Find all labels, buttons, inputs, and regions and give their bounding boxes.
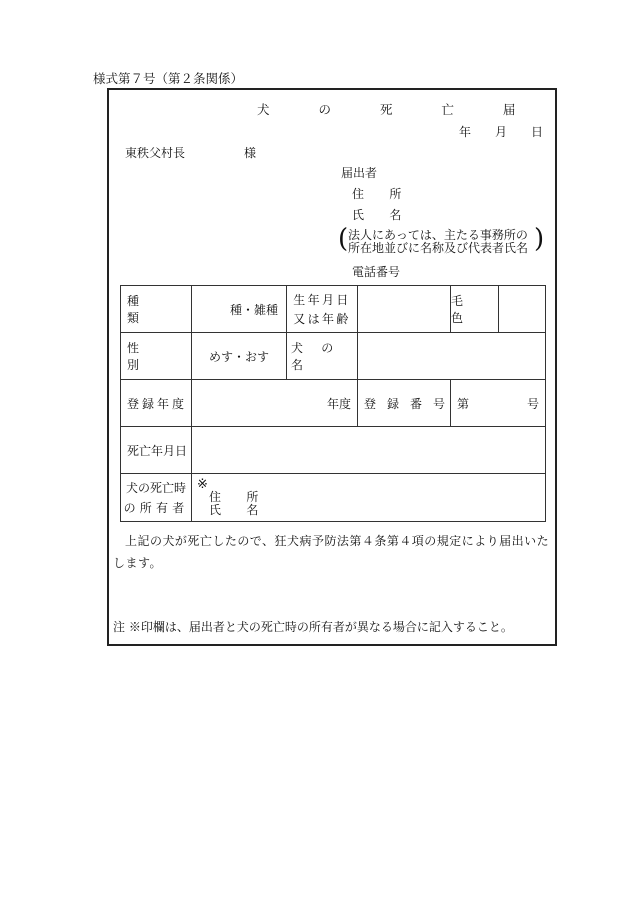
form-number: 様式第７号（第２条関係） bbox=[93, 71, 244, 86]
reg-no-label-cell: 登 録 番 号 bbox=[357, 379, 451, 427]
reg-no-value-cell[interactable]: 第 号 bbox=[450, 379, 546, 427]
corp-note-line2: 所在地並びに名称及び代表者氏名 bbox=[348, 241, 529, 255]
coat-value-cell[interactable] bbox=[498, 285, 546, 333]
reg-year-value-cell[interactable]: 年度 bbox=[191, 379, 358, 427]
addressee-honorific: 様 bbox=[244, 146, 257, 160]
form-title: 犬 の 死 亡 届 bbox=[257, 102, 538, 117]
notifier-address-label: 住 所 bbox=[352, 187, 413, 201]
type-label-cell: 種 類 bbox=[120, 285, 192, 333]
notifier-label: 届出者 bbox=[341, 166, 378, 180]
owner-value-cell[interactable]: ※ 住 所 氏 名 bbox=[191, 473, 546, 522]
owner-label-cell: 犬の死亡時 の所有者 bbox=[120, 473, 192, 522]
close-paren: ) bbox=[534, 224, 545, 254]
death-date-label-cell: 死亡年月日 bbox=[120, 426, 192, 474]
dog-name-value-cell[interactable] bbox=[357, 332, 546, 380]
dog-name-label-cell: 犬 の 名 bbox=[286, 332, 358, 380]
addressee-name: 東秩父村長 bbox=[125, 146, 186, 160]
coat-label-cell: 毛 色 bbox=[450, 285, 499, 333]
notifier-phone-label: 電話番号 bbox=[352, 265, 401, 279]
corp-note-line1: 法人にあっては、主たる事務所の bbox=[348, 228, 528, 242]
dog-info-table bbox=[120, 285, 546, 522]
footnote: 注 ※印欄は、届出者と犬の死亡時の所有者が異なる場合に記入すること。 bbox=[113, 620, 513, 634]
birth-label-cell: 生年月日 又は年齢 bbox=[286, 285, 358, 333]
death-date-value-cell[interactable] bbox=[191, 426, 546, 474]
notifier-name-label: 氏 名 bbox=[352, 208, 413, 222]
date-day: 日 bbox=[531, 125, 544, 139]
type-value-cell[interactable]: 種・雑種 bbox=[191, 285, 287, 333]
reg-year-label-cell: 登録年度 bbox=[120, 379, 192, 427]
date-month: 月 bbox=[495, 125, 508, 139]
open-paren: ( bbox=[338, 224, 349, 254]
birth-value-cell[interactable] bbox=[357, 285, 451, 333]
sex-label-cell: 性 別 bbox=[120, 332, 192, 380]
date-year: 年 bbox=[459, 125, 472, 139]
sex-value-cell[interactable]: めす・おす bbox=[191, 332, 287, 380]
statement: 上記の犬が死亡したので、狂犬病予防法第４条第４項の規定により届出いたします。 bbox=[113, 534, 550, 570]
